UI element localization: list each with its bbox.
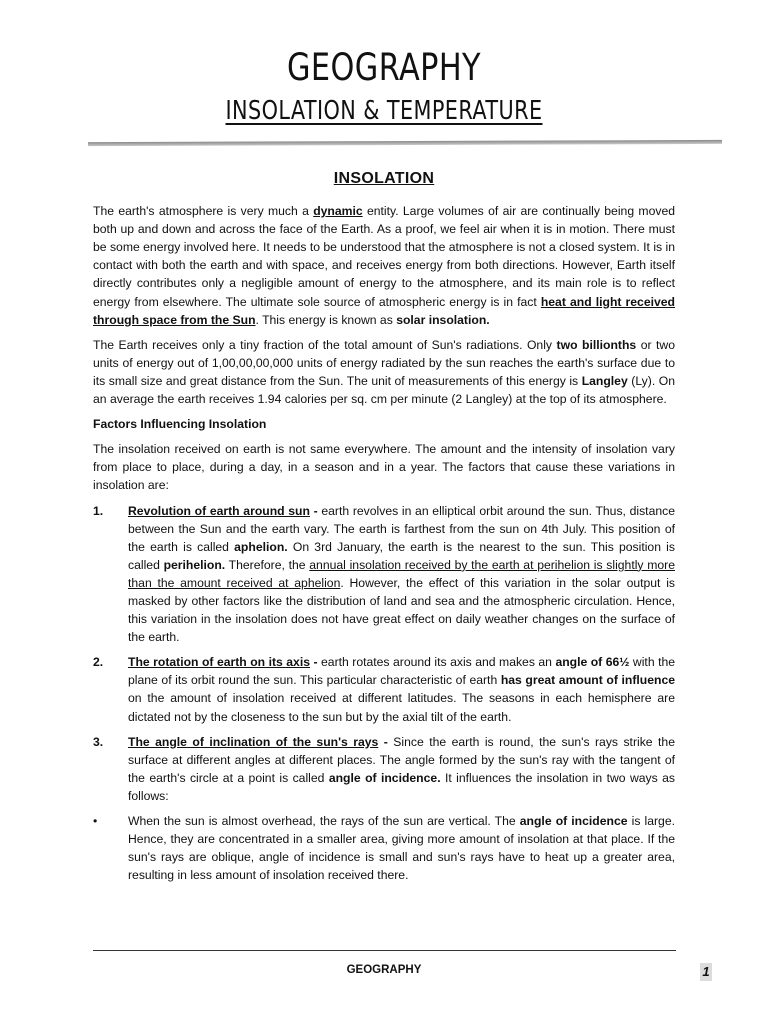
text: or two units of energy out of 1,00,00,00,000 units of energy radiated by the sun reaches the earth's surface due to its small size and great distance from the Sun. The unit of measurements of this energy is (93, 337, 676, 388)
emphasis: solar insolation. (396, 312, 490, 327)
page-number: 1 (700, 963, 712, 981)
text: . This energy is known as (255, 312, 397, 327)
emphasis: two billionths (556, 337, 637, 352)
emphasis: angle of incidence (519, 814, 628, 828)
underlined-text: annual insolation received by the earth at perihelion is slightly more than the amount received at aphelion (128, 557, 675, 590)
page-subtitle: INSOLATION & TEMPERATURE (225, 96, 543, 126)
section-heading: INSOLATION (333, 170, 435, 187)
item-dash: - (309, 503, 318, 518)
text: with the plane of its orbit round the sun. This particular characteristic of earth (128, 655, 676, 688)
bullet-item-incidence (93, 812, 675, 884)
emphasis: angle of incidence. (328, 770, 441, 785)
text: Therefore, the (225, 557, 310, 572)
item-title: The angle of inclination of the sun's rays (128, 734, 379, 749)
item-title: Revolution of earth around sun (128, 503, 310, 518)
list-number: 3. (93, 734, 104, 749)
emphasis: has great amount of influence (500, 673, 675, 688)
list-number: 1. (93, 503, 104, 518)
document-body (93, 170, 675, 891)
text: on the amount of insolation received at different latitudes. The seasons in each hemisphere are dictated not by the closeness to the sun but by the axial tilt of the earth. (128, 691, 675, 724)
page-title: GEOGRAPHY (286, 46, 482, 89)
emphasis: heat and light received through space from the Sun (93, 294, 675, 327)
item-dash: - (378, 734, 388, 749)
text: The Earth receives only a tiny fraction of the total amount of Sun's radiations. Only (93, 337, 557, 352)
text: earth rotates around its axis and makes an (317, 655, 556, 670)
header-rule (88, 140, 722, 146)
emphasis: perihelion. (163, 557, 226, 572)
text: On 3rd January, the earth is the nearest to the sun. This position is called (128, 539, 675, 572)
emphasis: angle of 66½ (555, 655, 630, 670)
list-item-revolution (93, 502, 675, 647)
paragraph-intro (93, 202, 675, 329)
text: (Ly). On an average the earth receives 1.94 calories per sq. cm per minute (2 Langley) at the top of its atmosphere. (93, 373, 676, 407)
item-dash: - (310, 655, 318, 670)
emphasis: dynamic (313, 204, 363, 219)
list-item-inclination (93, 733, 675, 805)
text: The earth's atmosphere is very much a (93, 204, 314, 219)
text: earth revolves in an elliptical orbit around the sun. Thus, distance between the Sun and the earth vary. The earth is farthest from the sun on 4th July. This position of the earth is called (128, 503, 675, 554)
emphasis: Langley (581, 373, 628, 388)
factors-heading: Factors Influencing Insolation (93, 417, 267, 432)
list-item-rotation (93, 653, 675, 725)
text: is large. Hence, they are concentrated in a smaller area, giving more amount of insolation at that place. If the sun's rays are oblique, angle of incidence is small and sun's rays have to heat up a greater area, resulting in less amount of insolation received there. (128, 814, 675, 883)
text: Since the earth is round, the sun's rays strike the surface at different angles at different places. The angle formed by the sun's ray with the tangent of the earth's circle at a point is called (128, 734, 675, 785)
paragraph-energy (93, 336, 675, 408)
footer-label: GEOGRAPHY (346, 964, 422, 976)
text: . However, the effect of this variation in the solar output is masked by other factors like the distribution of land and sea and the atmospheric circulation. Hence, this variation in the insolation does not have great effect on daily weather changes on the surface of the earth. (128, 575, 675, 645)
text: It influences the insolation in two ways as follows: (128, 770, 675, 803)
item-title: The rotation of earth on its axis (128, 655, 310, 670)
text: When the sun is almost overhead, the rays of the sun are vertical. The (128, 814, 520, 828)
bullet-icon: • (93, 814, 98, 828)
emphasis: aphelion. (234, 539, 288, 554)
text: entity. Large volumes of air are continually being moved both up and down and across the face of the Earth. As a proof, we feel air when it is in motion. There must be some energy involved here. It needs to be understood that the atmosphere is not a closed system. It is in contact with both the earth and with space, and receives energy from both directions. However, Earth itself directly contributes only a negligible amount of energy to the atmosphere, and its main role is to reflect energy from elsewhere. The ultimate sole source of atmospheric energy is in fact (93, 204, 675, 309)
list-number: 2. (93, 655, 104, 670)
paragraph-factors: The insolation received on earth is not same everywhere. The amount and the intensity of insolation vary from place to place, during a day, in a season and in a year. The factors that cause these variations in insolation are: (93, 442, 675, 493)
footer-rule (93, 950, 676, 951)
